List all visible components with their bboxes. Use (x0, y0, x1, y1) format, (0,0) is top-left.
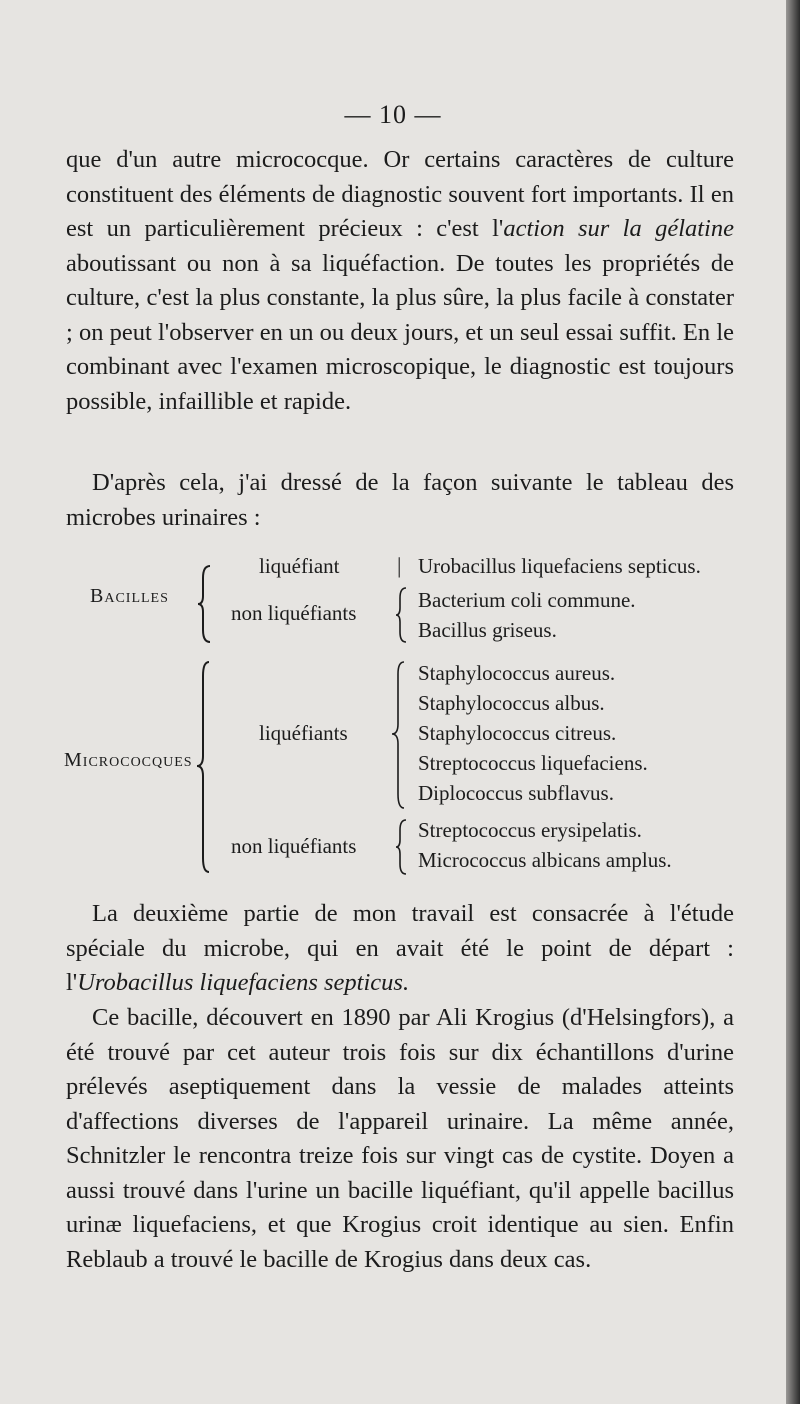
paragraph-culture-text-1: que d'un autre micrococque. Or certains caractères de culture constituent des éléments de diagnostic souvent fort importants. Il en est un particulièrement précieux : c'est l' (66, 146, 734, 242)
brace-bacilles-non-liquefiants (396, 586, 410, 644)
micrococques-non-liquefiants-label: non liquéfiants (231, 834, 357, 858)
bacilles-liquefiant-label: liquéfiant (259, 554, 340, 578)
paragraph-culture-emphasis: action sur la gélatine (503, 215, 734, 242)
bacilles-non-liquefiants-label: non liquéfiants (231, 601, 357, 625)
paragraph-culture-text-2: aboutissant ou non à sa liquéfaction. De toutes les propriétés de culture, c'est la plus constante, la plus sûre, la plus facile à constater ; on peut l'observer en un ou deux jours, et un seul essai suffit. En le combinant avec l'examen microscopique, le diagnostic est toujours possible, infaillible et rapide. (66, 249, 734, 415)
species-row: Staphylococcus albus. (418, 691, 605, 715)
brace-micrococques-liquefiants (392, 660, 408, 810)
species-row: Staphylococcus citreus. (418, 721, 617, 745)
microbes-table (0, 548, 786, 878)
brace-bacilles (198, 564, 214, 644)
brace-micrococques (197, 660, 213, 874)
separator-bar: | (397, 553, 402, 578)
paragraph-tableau-intro: D'après cela, j'ai dressé de la façon suivante le tableau des microbes urinaires : (66, 469, 734, 531)
species-row: Bacterium coli commune. (418, 588, 636, 612)
group-label-bacilles: Bacilles (90, 585, 169, 607)
species-row: Staphylococcus aureus. (418, 661, 616, 685)
species-row: Diplococcus subflavus. (418, 781, 614, 805)
paragraph-krogius: Ce bacille, découvert en 1890 par Ali Krogius (d'Helsingfors), a été trouvé par cet auteur trois fois sur dix échantillons d'urine prélevés aseptiquement dans la vessie de malades atteints d'affections diverses de l'appareil urinaire. La même année, Schnitzler le rencontra treize fois sur vingt cas de cystite. Doyen a aussi trouvé dans l'urine un bacille liquéfiant, qu'il appelle bacillus urinæ liquefaciens, et que Krogius croit identique au sien. Enfin Reblaub a trouvé le bacille de Krogius dans deux cas. (66, 1004, 734, 1273)
page-number: — 10 — (344, 100, 442, 129)
paragraph-deuxieme-partie-text: La deuxième partie de mon travail est consacrée à l'étude spéciale du microbe, qui en avait été le point de départ : l' (66, 900, 734, 996)
species-row: Bacillus griseus. (418, 618, 557, 642)
species-row: Micrococcus albicans amplus. (418, 848, 672, 872)
brace-micrococques-non-liquefiants (396, 818, 410, 876)
paragraph-culture (66, 143, 734, 419)
species-row: Urobacillus liquefaciens septicus. (418, 554, 701, 578)
page-edge-shadow (786, 0, 800, 1404)
micrococques-liquefiants-label: liquéfiants (259, 721, 348, 745)
paragraph-deuxieme-partie-emphasis: Urobacillus liquefaciens septicus. (77, 969, 410, 996)
species-row: Streptococcus liquefaciens. (418, 751, 648, 775)
group-label-micrococques: Micrococques (64, 749, 193, 771)
species-row: Streptococcus erysipelatis. (418, 818, 642, 842)
paragraph-deuxieme-partie (66, 897, 734, 1001)
